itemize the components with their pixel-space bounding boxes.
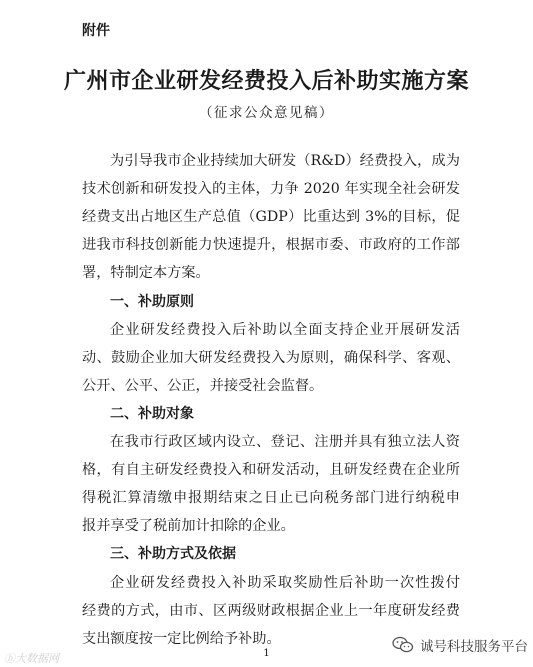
watermark-left: ⓑ大数据网: [4, 652, 59, 665]
watermark-right: [392, 635, 528, 655]
section-heading: 一、补助原则: [110, 293, 194, 310]
body-line: 公开、公平、公正，并接受社会监督。: [82, 377, 324, 394]
section-heading: 二、补助对象: [110, 405, 194, 422]
body-line: 技术创新和研发投入的主体，力争 2020 年实现全社会研发: [82, 181, 460, 198]
body-line: 格，有自主研发经费投入和研发活动，且研发经费在企业所: [82, 462, 460, 479]
document-subtitle: （征求公众意见稿）: [199, 105, 334, 121]
body-line: 得税汇算清缴申报期结束之日止已向税务部门进行纳税申: [82, 490, 460, 507]
section-heading: 三、补助方式及依据: [110, 546, 236, 563]
body-line: 企业研发经费投入后补助以全面支持企业开展研发活: [110, 321, 460, 338]
body-line: 经费的方式，由市、区两级财政根据企业上一年度研发经费: [82, 602, 460, 619]
body-line: 企业研发经费投入补助采取奖励性后补助一次性拨付: [110, 574, 460, 591]
wechat-icon: [392, 636, 414, 654]
body-line: 署，特制定本方案。: [82, 265, 210, 282]
body-line: 经费支出占地区生产总值（GDP）比重达到 3%的目标，促: [82, 209, 460, 226]
body-line: 报并享受了税前加计扣除的企业。: [82, 518, 295, 535]
body-line: 在我市行政区域内设立、登记、注册并具有独立法人资: [110, 434, 460, 450]
watermark-right-text: 诚号科技服务平台: [420, 639, 528, 655]
page-number: 1: [263, 648, 270, 659]
body-line: 为引导我市企业持续加大研发（R&D）经费投入，成为: [110, 153, 460, 169]
document-title: 广州市企业研发经费投入后补助实施方案: [63, 68, 469, 94]
body-line: 支出额度按一定比例给予补助。: [82, 630, 281, 647]
body-line: 进我市科技创新能力快速提升，根据市委、市政府的工作部: [82, 237, 460, 254]
attachment-label: 附件: [82, 23, 110, 39]
body-line: 动、鼓励企业加大研发经费投入为原则，确保科学、客观、: [82, 349, 460, 366]
